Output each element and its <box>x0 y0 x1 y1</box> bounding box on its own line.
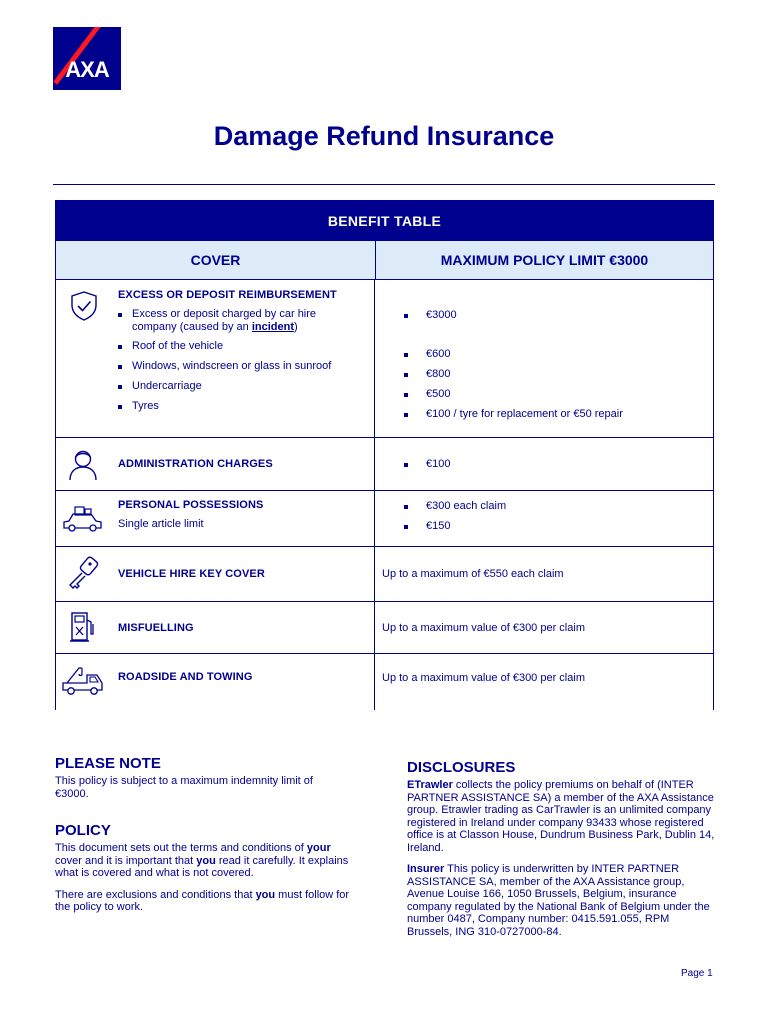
cover-item: Windows, windscreen or glass in sunroof <box>132 360 332 372</box>
limit-value: €100 <box>426 457 451 470</box>
page-title: Damage Refund Insurance <box>213 121 555 151</box>
cover-item: Undercarriage <box>132 380 202 392</box>
limit-value: €300 each claim <box>426 500 507 512</box>
column-headers <box>55 241 714 280</box>
limit-text: Up to a maximum of €550 each claim <box>382 568 564 580</box>
limit-value: €100 / tyre for replacement or €50 repair <box>426 408 623 420</box>
axa-logo <box>53 27 121 90</box>
row-title: ADMINISTRATION CHARGES <box>118 458 273 470</box>
limit-value: €150 <box>426 520 451 532</box>
table-row <box>55 654 714 710</box>
limit-value: €500 <box>426 388 451 400</box>
policy-heading: POLICY <box>55 822 111 839</box>
cover-item: Excess or deposit charged by car hire <box>132 308 317 320</box>
row-subtitle: Single article limit <box>118 518 204 530</box>
policy-paragraph: This document sets out the terms and conditions of your cover and it is important that you read it carefully. It explains what is covered and what is not covered. <box>55 842 349 879</box>
car-luggage-icon <box>56 491 111 546</box>
table-row <box>55 280 714 438</box>
table-row <box>55 547 714 602</box>
please-note-heading: PLEASE NOTE <box>55 755 161 772</box>
limit-text: Up to a maximum value of €300 per claim <box>382 672 585 684</box>
limit-value: €600 <box>426 348 451 360</box>
benefit-table <box>55 200 714 710</box>
disclosures-paragraph: ETrawler collects the policy premiums on behalf of (INTER PARTNER ASSISTANCE SA) a member of the AXA Assistance group. Etrawler trading as CarTrawler is an unlimited company registered in Ireland under company 93433 whose registered office is at Classon House, Dundrum Business Park, Dublin 14, Ireland. <box>407 779 715 854</box>
disclosures-section <box>407 759 717 938</box>
incident-link[interactable]: incident <box>251 321 295 333</box>
benefit-table-heading: BENEFIT TABLE <box>55 200 714 241</box>
key-icon <box>56 547 111 601</box>
cover-item: company (caused by an <box>132 321 252 333</box>
table-row <box>55 491 714 547</box>
row-title: EXCESS OR DEPOSIT REIMBURSEMENT <box>118 289 337 301</box>
fuel-pump-icon <box>56 602 111 653</box>
row-title: MISFUELLING <box>118 621 194 634</box>
table-row <box>55 438 714 491</box>
policy-paragraph: There are exclusions and conditions that you must follow for the policy to work. <box>55 888 350 913</box>
row-title: PERSONAL POSSESSIONS <box>118 499 264 511</box>
limit-column-header: MAXIMUM POLICY LIMIT €3000 <box>440 252 649 268</box>
disclosures-paragraph: Insurer This policy is underwritten by INTER PARTNER ASSISTANCE SA, member of the AXA Assistance group, Avenue Louise 166, 1050 Brussels, Belgium, insurance company regulated by the National Bank of Belgium under the number 0487, Company number: 0415.591.055, RPM Brussels, ING 310-0727000-84. <box>407 863 710 938</box>
cover-item-list: Excess or deposit charged by car hire company (caused by an incident) Roof of the vehicle Windows, windscreen or glass in sunroof Undercarriage Tyres <box>118 308 374 420</box>
please-note-text: This policy is subject to a maximum indemnity limit of €3000. <box>55 775 313 800</box>
shield-check-icon <box>56 280 111 437</box>
row-title: ROADSIDE AND TOWING <box>118 671 253 683</box>
please-note-section <box>55 755 345 800</box>
title-divider <box>53 184 715 185</box>
limit-value: €3000 <box>426 309 457 321</box>
limit-value: €800 <box>426 368 451 380</box>
logo-text: AXA <box>65 57 109 82</box>
cover-item: Tyres <box>132 400 159 412</box>
table-row <box>55 602 714 654</box>
policy-section <box>55 822 355 914</box>
limit-text: Up to a maximum value of €300 per claim <box>382 621 585 634</box>
disclosures-heading: DISCLOSURES <box>407 759 516 776</box>
page-number: Page 1 <box>681 968 713 979</box>
row-title: VEHICLE HIRE KEY COVER <box>118 568 265 580</box>
cover-column-header: COVER <box>56 241 376 279</box>
tow-truck-icon <box>56 654 111 710</box>
cover-item: Roof of the vehicle <box>132 340 224 352</box>
limit-value-list <box>375 280 713 437</box>
person-icon <box>56 438 111 490</box>
